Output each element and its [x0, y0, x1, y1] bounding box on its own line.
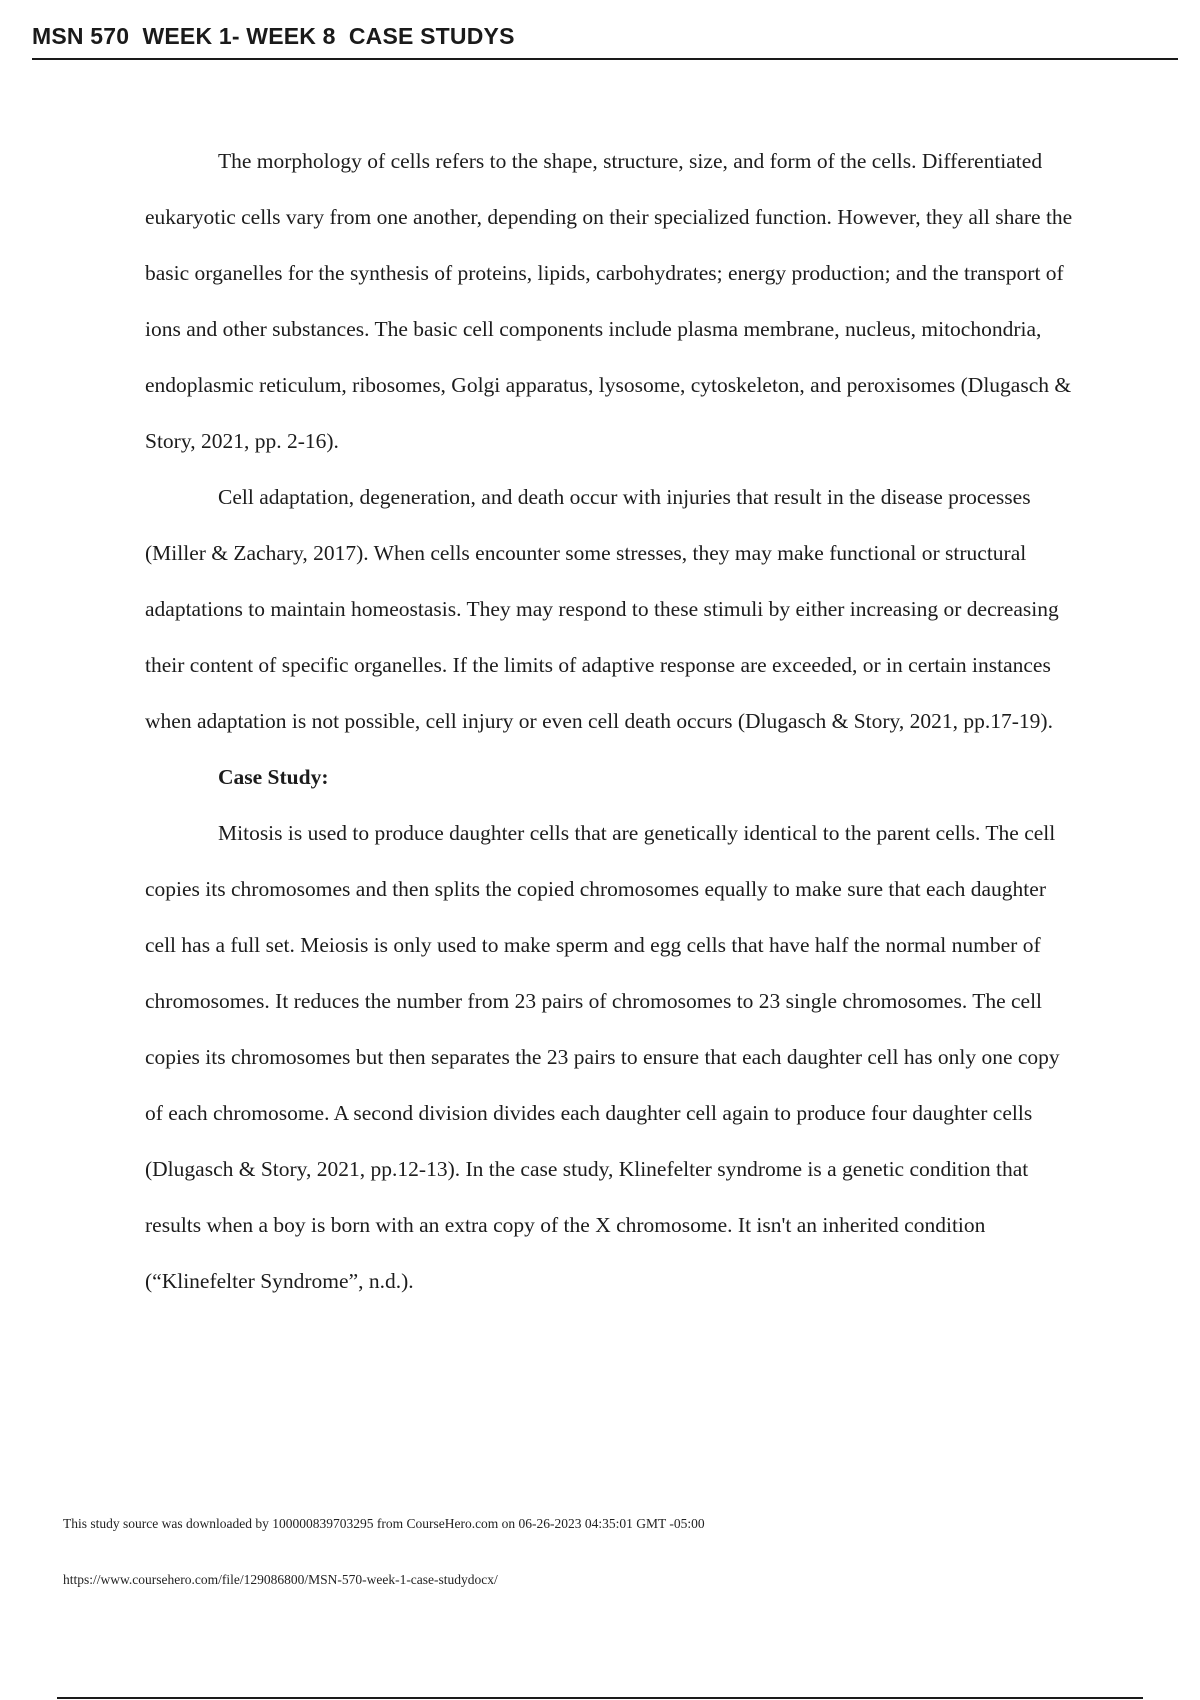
download-note: This study source was downloaded by 100000839703295 from CourseHero.com on 06-26-2023 04:35:01 GMT -05:00 — [63, 1516, 705, 1531]
document-header — [32, 20, 1178, 60]
document-title: MSN 570 WEEK 1- WEEK 8 CASE STUDYS — [32, 23, 515, 49]
source-url: https://www.coursehero.com/file/129086800/MSN-570-week-1-case-studydocx/ — [63, 1572, 498, 1587]
paragraph-cell-morphology: The morphology of cells refers to the shape, structure, size, and form of the cells. Differentiated eukaryotic cells vary from one another, depending on their specialized function. However, they all share the basic organelles for the synthesis of proteins, lipids, carbohydrates; energy production; and the transport of ions and other substances. The basic cell components include plasma membrane, nucleus, mitochondria, endoplasmic reticulum, ribosomes, Golgi apparatus, lysosome, cytoskeleton, and peroxisomes (Dlugasch & Story, 2021, pp. 2-16). — [145, 149, 1073, 453]
case-study-heading: Case Study: — [218, 765, 329, 789]
paragraph-cell-adaptation: Cell adaptation, degeneration, and death occur with injuries that result in the disease processes (Miller & Zachary, 2017). When cells encounter some stresses, they may make functional or structural adaptations to maintain homeostasis. They may respond to these stimuli by either increasing or decreasing their content of specific organelles. If the limits of adaptive response are exceeded, or in certain instances when adaptation is not possible, cell injury or even cell death occurs (Dlugasch & Story, 2021, pp.17-19). — [145, 485, 1059, 733]
paragraph-mitosis-meiosis: Mitosis is used to produce daughter cells that are genetically identical to the parent cells. The cell copies its chromosomes and then splits the copied chromosomes equally to make sure that each daughter cell has a full set. Meiosis is only used to make sperm and egg cells that have half the normal number of chromosomes. It reduces the number from 23 pairs of chromosomes to 23 single chromosomes. The cell copies its chromosomes but then separates the 23 pairs to ensure that each daughter cell has only one copy of each chromosome. A second division divides each daughter cell again to produce four daughter cells (Dlugasch & Story, 2021, pp.12-13). In the case study, Klinefelter syndrome is a genetic condition that results when a boy is born with an extra copy of the X chromosome. It isn't an inherited condition (“Klinefelter Syndrome”, n.d.). — [145, 821, 1060, 1293]
footer-divider — [57, 1697, 1143, 1699]
document-body — [145, 133, 1080, 1309]
